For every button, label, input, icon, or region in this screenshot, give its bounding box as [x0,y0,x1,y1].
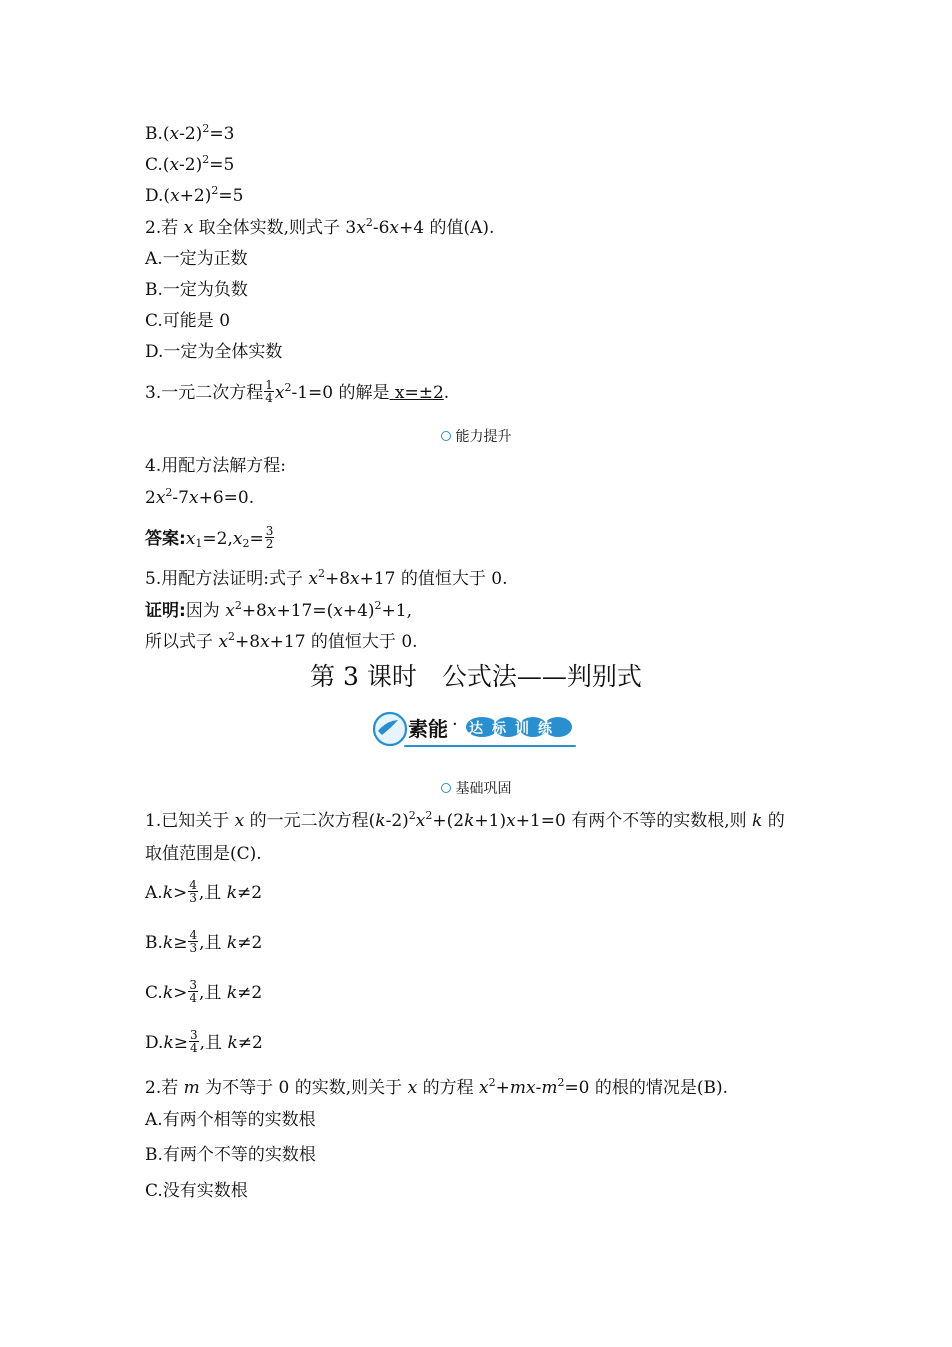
question-4-equation: $2x^2-7x+6=0$. [145,486,255,508]
q1-option-c: C.k> $\frac{3}{4}$ ,且 k≠2 [145,978,263,1005]
q2-option-c: C.可能是 0 [145,311,231,331]
fraction: $\frac{4}{3}$ [189,928,198,955]
question-1-line2: 取值范围是(C). [145,844,262,864]
question-4-answer: 答案$:x_1=2,x_2=$ $\frac{3}{2}$ [145,524,274,551]
circle-bullet-icon [441,783,451,793]
banner-underline [404,745,576,747]
q2b-option-c: C.没有实数根 [145,1181,248,1201]
q2-option-d: D.一定为全体实数 [145,342,283,362]
banner-sub-text: 达标训练 [469,721,561,737]
question-2: 2.若 x 取全体实数,则式子 $3x^2-6x+4$ 的值(A). [145,216,495,238]
q2b-option-a: A.有两个相等的实数根 [145,1110,316,1130]
question-5-prompt: 5.用配方法证明:式子 $x^2+8x+17$ 的值恒大于 0. [145,567,508,589]
section-banner [370,703,585,751]
question-1-line1: 1.已知关于 x 的一元二次方程$(k-2)^2x^2+(2k+1)x+1=0$ 有两个不等的实数根,则 k 的 [145,809,785,831]
question-5-conclusion: 所以式子 $x^2+8x+17$ 的值恒大于 0. [145,630,418,652]
section-heading-basic: 基础巩固 [0,778,952,800]
option-d-top: $D.(x+2)^2=5$ [145,184,244,206]
q2-option-a: A.一定为正数 [145,249,248,269]
question-3: 3.一元二次方程 $\frac{1}{4}$ $x^2-1=0$ 的解是 x=±2. [145,378,450,405]
ring-logo-icon [374,713,406,745]
option-b-top: $B.(x-2)^2=3$ [145,122,235,144]
q1-option-a: A.k> $\frac{4}{3}$ ,且 k≠2 [145,878,263,905]
question-2b: 2.若 m 为不等于 0 的实数,则关于 x 的方程 $x^2+mx-m^2=0$ 的根的情况是(B). [145,1076,729,1098]
section-heading-ability: 能力提升 [0,426,952,448]
fraction: $\frac{1}{4}$ [265,378,273,405]
fraction: $\frac{4}{3}$ [189,878,197,905]
question-4-prompt: 4.用配方法解方程: [145,456,286,476]
lesson-title: 第 3 课时 公式法——判别式 [310,662,642,691]
circle-bullet-icon [441,431,451,441]
question-5-proof: 证明:因为 $x^2+8x+17=(x+4)^2+1$, [145,599,412,621]
q2b-option-b: B.有两个不等的实数根 [145,1145,316,1165]
q2-option-b: B.一定为负数 [145,280,248,300]
answer-blank: x=±2 [389,383,444,403]
fraction: $\frac{3}{2}$ [265,524,274,551]
fraction: $\frac{3}{4}$ [190,1028,198,1055]
banner-dot: · [452,714,458,735]
banner-main-text: 素能 [408,717,448,741]
fraction: $\frac{3}{4}$ [189,978,198,1005]
q1-option-b: B.k≥ $\frac{4}{3}$ ,且 k≠2 [145,928,263,955]
option-c-top: $C.(x-2)^2=5$ [145,153,235,175]
q1-option-d: D.k≥ $\frac{3}{4}$ ,且 k≠2 [145,1028,263,1055]
